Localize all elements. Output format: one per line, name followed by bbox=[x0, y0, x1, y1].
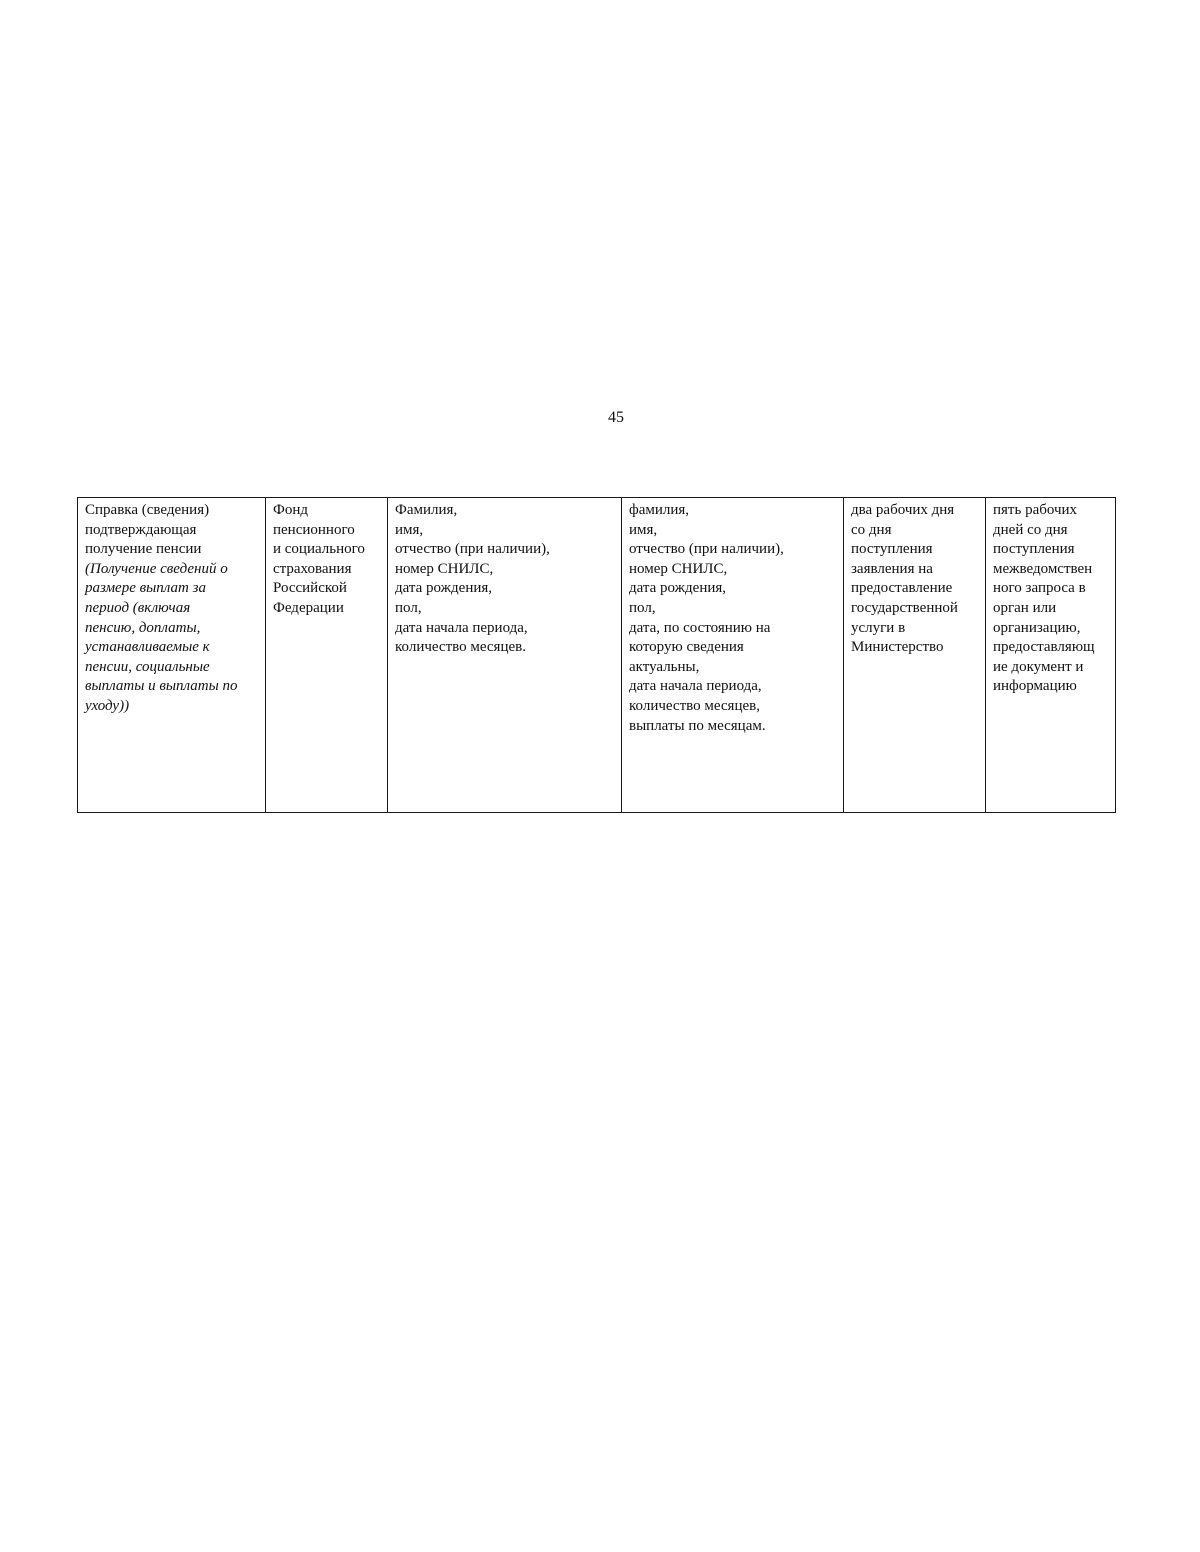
document-name: Справка (сведения) подтверждающая получение пенсии bbox=[85, 502, 210, 558]
organization-cell: Фонд пенсионного и социального страхования Российской Федерации bbox=[266, 498, 388, 813]
request-deadline-cell: два рабочих дня со дня поступления заявления на предоставление государственной услуги в Министерство bbox=[844, 498, 986, 813]
document-note: (Получение сведений о размере выплат за период (включая пенсию, доплаты, устанавливаемые к пенсии, социальные выплаты и выплаты по уходу)) bbox=[85, 560, 238, 714]
response-data-cell: фамилия, имя, отчество (при наличии), номер СНИЛС, дата рождения, пол, дата, по состоянию на которую сведения актуальны, дата начала периода, количество месяцев, выплаты по месяцам. bbox=[622, 498, 844, 813]
request-data-cell: Фамилия, имя, отчество (при наличии), номер СНИЛС, дата рождения, пол, дата начала периода, количество месяцев. bbox=[388, 498, 622, 813]
response-deadline-cell: пять рабочих дней со дня поступления межведомствен ного запроса в орган или организацию, предоставляющ ие документ и информацию bbox=[986, 498, 1116, 813]
document-table bbox=[77, 497, 1116, 813]
document-name-cell bbox=[78, 498, 266, 813]
table-row bbox=[78, 498, 1116, 813]
page-number: 45 bbox=[608, 409, 624, 426]
